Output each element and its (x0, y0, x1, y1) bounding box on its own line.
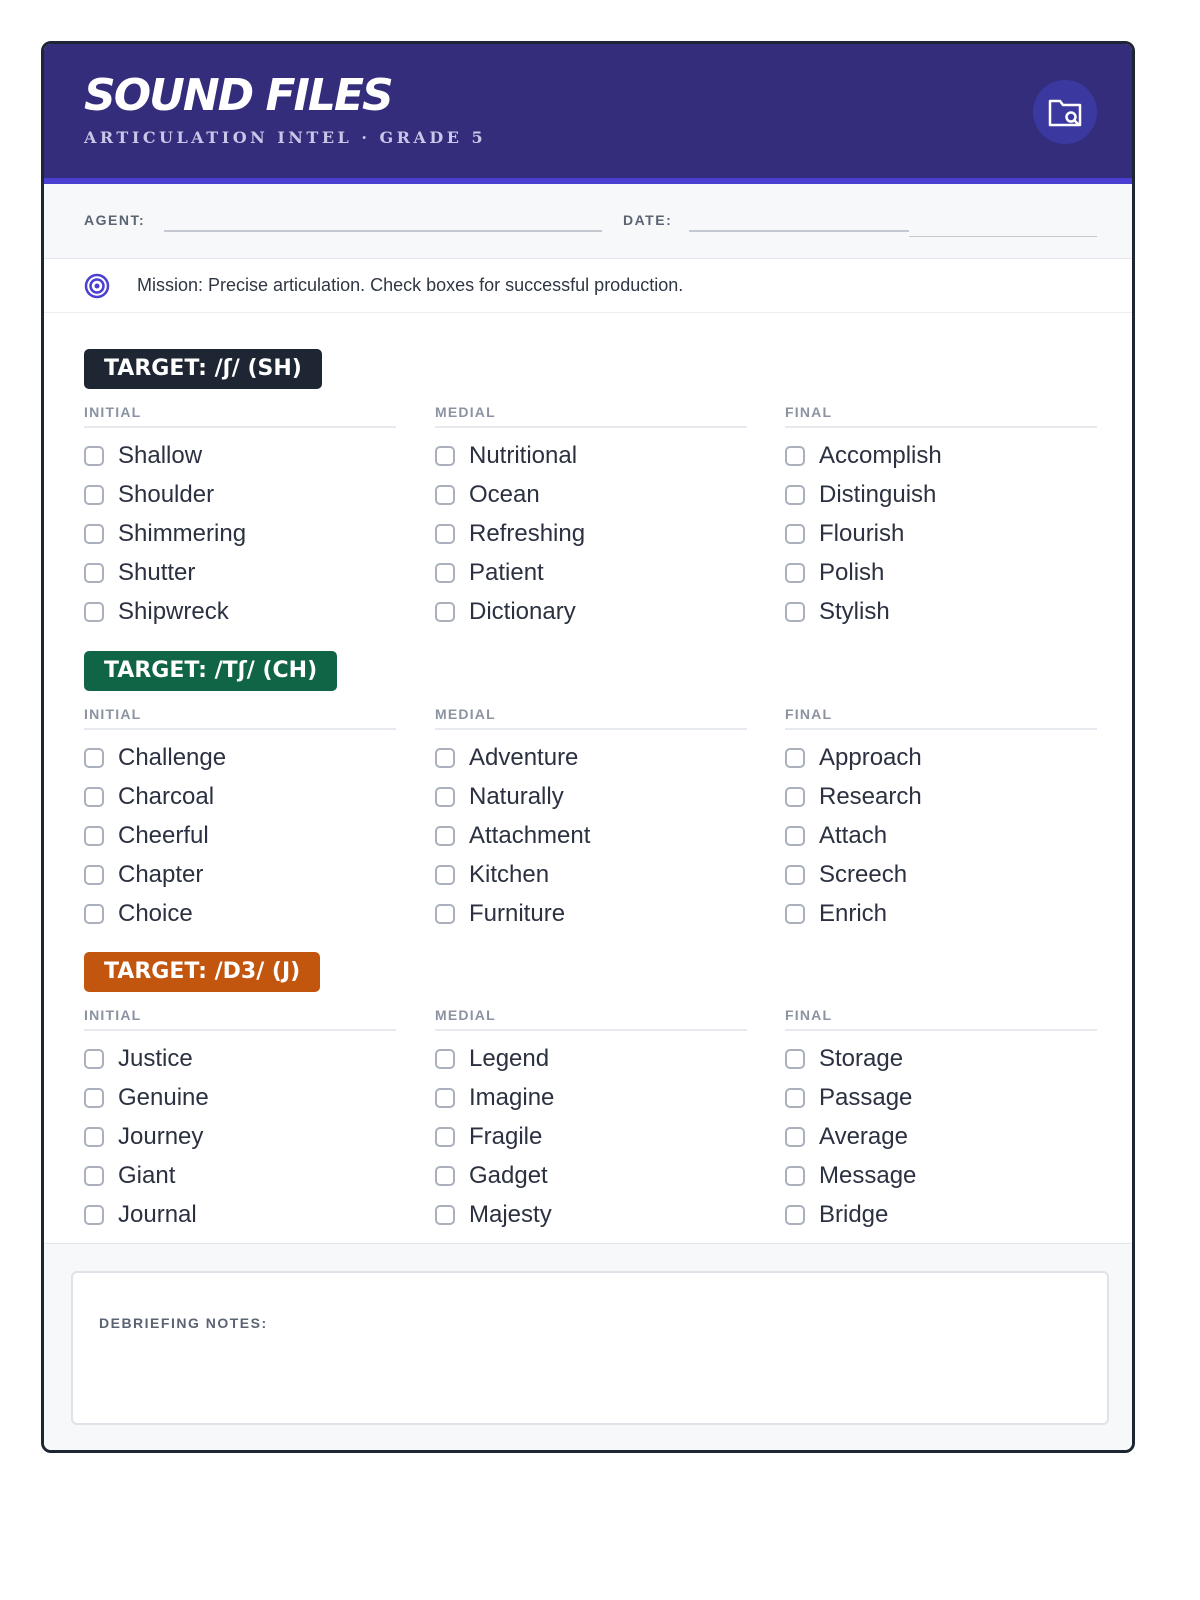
word-label: Attachment (469, 821, 591, 849)
word-label: Genuine (118, 1083, 209, 1111)
word-item[interactable] (435, 816, 747, 855)
word-checkbox[interactable] (785, 904, 805, 924)
column-heading: INITIAL (84, 404, 396, 428)
column-heading: FINAL (785, 404, 1097, 428)
word-item[interactable] (84, 816, 396, 855)
word-item[interactable] (785, 777, 1097, 816)
word-item[interactable] (785, 475, 1097, 514)
word-checkbox[interactable] (435, 904, 455, 924)
word-label: Charcoal (118, 782, 215, 810)
target-badge: TARGET: /ʃ/ (SH) (84, 349, 322, 389)
word-label: Attach (819, 821, 888, 849)
word-checkbox[interactable] (84, 826, 104, 846)
word-item[interactable] (84, 592, 396, 631)
target-badge: TARGET: /D3/ (J) (84, 952, 320, 992)
word-item[interactable] (84, 1195, 396, 1234)
word-label: Research (819, 782, 922, 810)
word-checkbox[interactable] (785, 826, 805, 846)
word-column (84, 1007, 396, 1234)
word-item[interactable] (84, 738, 396, 777)
word-checkbox[interactable] (84, 602, 104, 622)
word-checkbox[interactable] (785, 748, 805, 768)
date-field[interactable] (689, 230, 909, 232)
word-item[interactable] (84, 1078, 396, 1117)
word-checkbox[interactable] (435, 787, 455, 807)
word-checkbox[interactable] (435, 446, 455, 466)
word-item[interactable] (84, 436, 396, 475)
word-item[interactable] (785, 1195, 1097, 1234)
word-item[interactable] (785, 592, 1097, 631)
word-item[interactable] (84, 777, 396, 816)
word-checkbox[interactable] (785, 1166, 805, 1186)
word-label: Journey (118, 1122, 204, 1150)
word-label: Refreshing (469, 519, 586, 547)
word-item[interactable] (785, 1117, 1097, 1156)
word-item[interactable] (435, 855, 747, 894)
column-heading: FINAL (785, 1007, 1097, 1031)
word-label: Bridge (819, 1200, 889, 1228)
date-underline (909, 236, 1097, 237)
column-heading: FINAL (785, 706, 1097, 730)
word-label: Accomplish (819, 441, 942, 469)
folder-search-icon[interactable] (1033, 80, 1097, 144)
word-checkbox[interactable] (84, 485, 104, 505)
word-column (84, 706, 396, 933)
word-checkbox[interactable] (84, 904, 104, 924)
word-checkbox[interactable] (84, 1088, 104, 1108)
word-checkbox[interactable] (84, 1166, 104, 1186)
word-checkbox[interactable] (84, 1127, 104, 1147)
word-label: Fragile (469, 1122, 543, 1150)
word-item[interactable] (84, 1156, 396, 1195)
word-item[interactable] (435, 1195, 747, 1234)
page-title: SOUND FILES (84, 70, 392, 121)
word-item[interactable] (785, 514, 1097, 553)
word-checkbox[interactable] (785, 446, 805, 466)
word-label: Approach (819, 743, 922, 771)
word-label: Chapter (118, 860, 204, 888)
word-item[interactable] (785, 1078, 1097, 1117)
word-label: Naturally (469, 782, 564, 810)
word-column (785, 1007, 1097, 1234)
word-column (435, 404, 747, 631)
word-checkbox[interactable] (785, 865, 805, 885)
word-item[interactable] (435, 514, 747, 553)
word-checkbox[interactable] (435, 485, 455, 505)
page-subtitle: ARTICULATION INTEL · GRADE 5 (84, 128, 487, 147)
word-label: Legend (469, 1044, 550, 1072)
word-item[interactable] (84, 475, 396, 514)
word-checkbox[interactable] (435, 524, 455, 544)
word-checkbox[interactable] (785, 1049, 805, 1069)
word-label: Patient (469, 558, 544, 586)
word-checkbox[interactable] (785, 563, 805, 583)
word-item[interactable] (785, 553, 1097, 592)
word-checkbox[interactable] (435, 826, 455, 846)
word-item[interactable] (84, 1039, 396, 1078)
column-heading: MEDIAL (435, 404, 747, 428)
word-label: Furniture (469, 899, 566, 927)
word-label: Passage (819, 1083, 913, 1111)
word-item[interactable] (785, 816, 1097, 855)
word-checkbox[interactable] (84, 1205, 104, 1225)
word-label: Ocean (469, 480, 540, 508)
word-label: Challenge (118, 743, 227, 771)
word-label: Journal (118, 1200, 197, 1228)
mission-row (44, 259, 1132, 313)
word-label: Storage (819, 1044, 904, 1072)
word-item[interactable] (435, 553, 747, 592)
word-column (435, 706, 747, 933)
word-item[interactable] (785, 1156, 1097, 1195)
word-label: Shimmering (118, 519, 247, 547)
word-label: Shutter (118, 558, 196, 586)
word-checkbox[interactable] (785, 787, 805, 807)
word-item[interactable] (435, 592, 747, 631)
word-checkbox[interactable] (84, 563, 104, 583)
word-label: Gadget (469, 1161, 548, 1189)
word-item[interactable] (84, 855, 396, 894)
debriefing-notes-box[interactable] (71, 1271, 1109, 1425)
mission-text: Mission: Precise articulation. Check boxes for successful production. (137, 275, 684, 295)
word-item[interactable] (84, 1117, 396, 1156)
agent-label: AGENT: (84, 212, 146, 228)
word-checkbox[interactable] (785, 602, 805, 622)
word-item[interactable] (435, 777, 747, 816)
word-checkbox[interactable] (785, 485, 805, 505)
word-item[interactable] (785, 1039, 1097, 1078)
target-icon (84, 273, 110, 304)
word-label: Screech (819, 860, 908, 888)
word-label: Choice (118, 899, 193, 927)
word-item[interactable] (785, 894, 1097, 933)
word-label: Polish (819, 558, 885, 586)
word-label: Adventure (469, 743, 579, 771)
word-checkbox[interactable] (785, 524, 805, 544)
column-heading: MEDIAL (435, 706, 747, 730)
column-heading: INITIAL (84, 706, 396, 730)
word-checkbox[interactable] (435, 748, 455, 768)
word-checkbox[interactable] (785, 1088, 805, 1108)
word-item[interactable] (435, 738, 747, 777)
word-label: Flourish (819, 519, 905, 547)
word-item[interactable] (435, 1156, 747, 1195)
word-checkbox[interactable] (785, 1127, 805, 1147)
word-item[interactable] (785, 436, 1097, 475)
word-label: Kitchen (469, 860, 550, 888)
agent-field[interactable] (164, 230, 602, 232)
agent-date-row (44, 184, 1132, 259)
word-checkbox[interactable] (84, 865, 104, 885)
word-item[interactable] (435, 1117, 747, 1156)
word-checkbox[interactable] (84, 1049, 104, 1069)
column-heading: MEDIAL (435, 1007, 747, 1031)
word-label: Shoulder (118, 480, 215, 508)
word-checkbox[interactable] (435, 602, 455, 622)
word-checkbox[interactable] (435, 1049, 455, 1069)
word-column (435, 1007, 747, 1234)
word-item[interactable] (435, 1039, 747, 1078)
word-label: Enrich (819, 899, 888, 927)
word-checkbox[interactable] (435, 865, 455, 885)
word-label: Stylish (819, 597, 890, 625)
word-item[interactable] (435, 1078, 747, 1117)
column-heading: INITIAL (84, 1007, 396, 1031)
word-column (84, 404, 396, 631)
word-label: Nutritional (469, 441, 578, 469)
word-label: Dictionary (469, 597, 576, 625)
word-column (785, 404, 1097, 631)
word-item[interactable] (435, 894, 747, 933)
word-item[interactable] (435, 436, 747, 475)
word-checkbox[interactable] (435, 563, 455, 583)
word-checkbox[interactable] (84, 787, 104, 807)
word-item[interactable] (84, 553, 396, 592)
debriefing-notes-label: DEBRIEFING NOTES: (99, 1315, 268, 1331)
word-item[interactable] (84, 514, 396, 553)
target-badge: TARGET: /Tʃ/ (CH) (84, 651, 337, 691)
word-checkbox[interactable] (84, 446, 104, 466)
word-label: Average (819, 1122, 908, 1150)
word-label: Justice (118, 1044, 193, 1072)
word-checkbox[interactable] (84, 524, 104, 544)
word-item[interactable] (84, 894, 396, 933)
word-item[interactable] (435, 475, 747, 514)
word-label: Shallow (118, 441, 203, 469)
word-item[interactable] (785, 855, 1097, 894)
word-checkbox[interactable] (435, 1166, 455, 1186)
word-label: Giant (118, 1161, 176, 1189)
word-checkbox[interactable] (435, 1088, 455, 1108)
word-label: Cheerful (118, 821, 209, 849)
word-item[interactable] (785, 738, 1097, 777)
word-label: Majesty (469, 1200, 552, 1228)
word-label: Imagine (469, 1083, 555, 1111)
header (44, 44, 1132, 184)
word-checkbox[interactable] (785, 1205, 805, 1225)
word-checkbox[interactable] (435, 1205, 455, 1225)
date-label: DATE: (623, 212, 673, 228)
footer (44, 1243, 1132, 1453)
worksheet-card (41, 41, 1135, 1453)
word-checkbox[interactable] (435, 1127, 455, 1147)
word-column (785, 706, 1097, 933)
word-label: Message (819, 1161, 917, 1189)
word-label: Distinguish (819, 480, 937, 508)
word-label: Shipwreck (118, 597, 229, 625)
word-checkbox[interactable] (84, 748, 104, 768)
